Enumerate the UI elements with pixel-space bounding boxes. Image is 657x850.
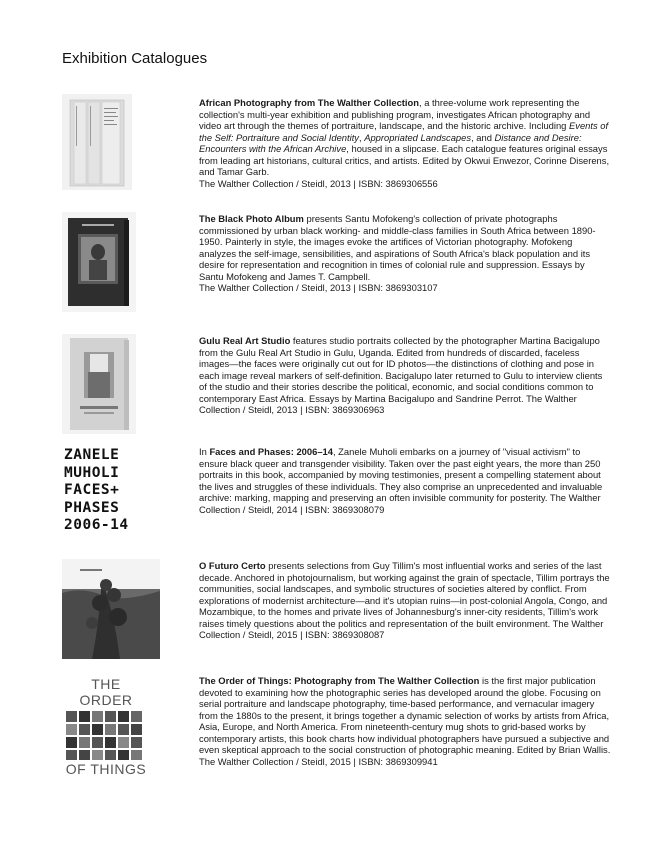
- book-cover-image: [62, 334, 136, 434]
- catalogue-description: O Futuro Certo presents selections from Guy Tillim's most influential works and series of the last decade. Anchored in photojournalism, but working against the grain of spectacle, Tillim portrays the communities, social landscapes, and symbolic structures of societies altered by conflict. From explorations of modernist architecture—and it's utopian ruins—in post-colonial Angola, Congo, and Mozambique, to the homes and private lives of Johannesburg's inner-city residents, Tillim's work raises timely questions about the politics and representation of the built environment. The Walther Collection / Steidl, 2015 | ISBN: 3869308087: [199, 560, 610, 641]
- book-cover-image: [62, 559, 160, 659]
- catalogue-title: The Order of Things: Photography from The Walther Collection: [199, 675, 480, 686]
- cover-title-top: THE ORDER: [79, 676, 133, 708]
- catalogue-description: The Order of Things: Photography from The Walther Collection is the first major publication devoted to examining how the photographic series has developed around the globe. Focusing on serial portraiture and landscape photography, time-based performance, and vernacular imagery from the 1880s to the present, it brings together a dynamic selection of works by artists from Africa, Asia, Europe, and North America. From nineteenth-century mug shots to grid-based works by contemporary artists, this book charts how individual photographers have pursued a subjective and even skeptical approach to the social construction of photographic meaning. Edited by Brian Wallis. The Walther Collection / Steidl, 2015 | ISBN: 3869309941: [199, 675, 611, 767]
- catalogue-title: African Photography from The Walther Collection: [199, 97, 419, 108]
- book-cover-image: [62, 212, 136, 312]
- publisher-line: The Walther Collection / Steidl, 2015 | ISBN: 3869309941: [199, 755, 438, 767]
- page-title: Exhibition Catalogues: [62, 50, 208, 67]
- catalogue-title: Faces and Phases: 2006–14: [209, 446, 333, 457]
- book-cover-image: [62, 94, 132, 190]
- book-cover-image: [64, 676, 148, 777]
- cover-handwritten-title: ZANELE MUHOLI FACES+ PHASES 2006-14: [64, 447, 129, 533]
- catalogue-title: O Futuro Certo: [199, 560, 266, 571]
- catalogue-description: In Faces and Phases: 2006–14, Zanele Muholi embarks on a journey of "visual activism" to ensure black queer and transgender visibility. Taken over the past eight years, the more than 250 portraits in this book, accompanied by moving testimonies, present a compelling statement about the lives and struggles of these individuals. They also comprise an unprecedented and invaluable archive: marking, mapping and preserving an often invisible community for posterity. The Walther Collection / Steidl, 2014 | ISBN: 3869308079: [199, 446, 603, 515]
- catalogue-description: African Photography from The Walther Collection, a three-volume work representing the collection's multi-year exhibition and publishing program, investigates African photography and video art through the themes of portraiture, landscape, and the historic archive. Including Events of the Self: Portraiture and Social Identity, Appropriated Landscapes, and Distance and Desire: Encounters with the African Archive, housed in a slipcase. Each catalogue features original essays from leading art historians, cultural critics, and artists. Edited by Okwui Enwezor, Corinne Diserens, and Tamar Garb. The Walther Collection / Steidl, 2013 | ISBN: 3869306556: [199, 97, 610, 189]
- book-cover-image: [62, 443, 136, 543]
- catalogue-description: Gulu Real Art Studio features studio portraits collected by the photographer Martina Bacigalupo from the Gulu Real Art Studio in Gulu, Uganda. Edited from hundreds of discarded, faceless images—the faces were originally cut out for ID photos—the distinctions of clothing and pose in each image reveal markers of self-definition. Bacigalupo later returned to Gulu to interview clients of the studio and their stories describe the political, economic, and social conditions common to contemporary East Africa. Essays by Martina Bacigalupo and Sandrine Perrot. The Walther Collection / Steidl, 2013 | ISBN: 3869306963: [199, 335, 603, 416]
- cover-photo-grid: [64, 709, 148, 761]
- catalogue-title: The Black Photo Album: [199, 213, 304, 224]
- catalogue-title: Gulu Real Art Studio: [199, 335, 291, 346]
- publisher-line: The Walther Collection / Steidl, 2013 | ISBN: 3869306556: [199, 177, 438, 189]
- publisher-line: The Walther Collection / Steidl, 2013 | ISBN: 3869303107: [199, 282, 438, 294]
- catalogue-description: The Black Photo Album presents Santu Mofokeng's collection of private photographs commissioned by urban black working- and middle-class families in South Africa between 1890-1950. Painterly in style, the images evoke the artifices of Victorian photography. Mofokeng analyzes the self-image, sensibilities, and aspirations of South Africa's black population and its desire for representation and recognition in times of colonial rule and suppression. Essays by Santu Mofokeng and James T. Campbell. The Walther Collection / Steidl, 2013 | ISBN: 3869303107: [199, 213, 596, 294]
- cover-title-bottom: OF THINGS: [65, 761, 147, 777]
